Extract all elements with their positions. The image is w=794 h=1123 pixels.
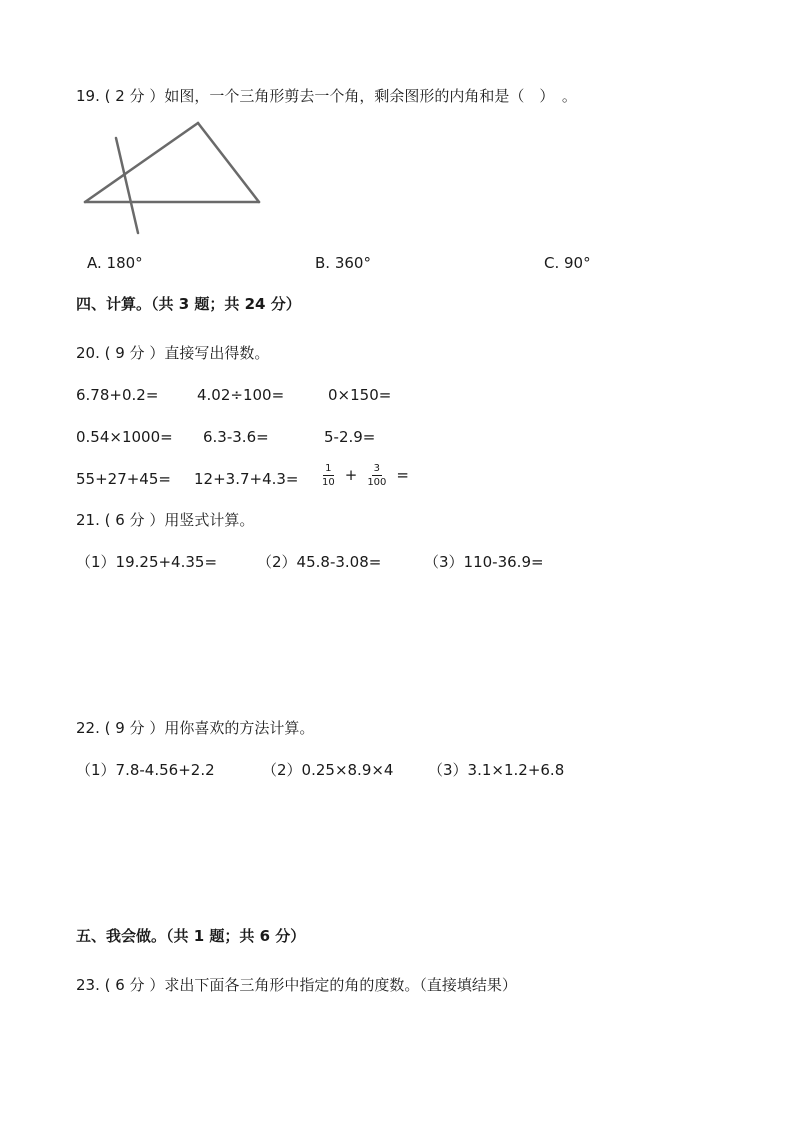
q20-expr-5: 6.3-3.6= [203,428,269,446]
triangle-left-side [85,123,198,202]
q20-expr-8: 12+3.7+4.3= [194,470,299,488]
q22-item-3: （3）3.1×1.2+6.8 [428,761,565,779]
q21-item-3: （3）110-36.9= [424,553,544,571]
q20-expr-3: 0×150= [328,386,392,404]
section-4-title: 四、计算。（共 3 题；共 24 分） [76,295,301,313]
section-5-title: 五、我会做。（共 1 题；共 6 分） [76,927,306,945]
option-a[interactable]: A. 180° [87,254,143,272]
triangle-figure [70,118,270,240]
option-b[interactable]: B. 360° [315,254,371,272]
q20-expr-7: 55+27+45= [76,470,171,488]
q20-fraction-expression [320,463,409,488]
q21-item-1: （1）19.25+4.35= [76,553,218,571]
plus-sign: + [344,466,358,484]
question-21-text: 21. ( 6 分 ）用竖式计算。 [76,511,255,529]
fraction-numerator: 3 [373,463,381,474]
q20-expr-2: 4.02÷100= [197,386,285,404]
fraction-denominator: 100 [367,477,387,488]
question-22-text: 22. ( 9 分 ）用你喜欢的方法计算。 [76,719,315,737]
question-23-text: 23. ( 6 分 ）求出下面各三角形中指定的角的度数。（直接填结果） [76,976,517,994]
question-19-text: 19. ( 2 分 ）如图，一个三角形剪去一个角，剩余图形的内角和是（ ） 。 [76,87,577,105]
q20-expr-4: 0.54×1000= [76,428,173,446]
cut-line [116,138,138,233]
question-20-text: 20. ( 9 分 ）直接写出得数。 [76,344,270,362]
q20-expr-6: 5-2.9= [324,428,376,446]
fraction-numerator: 1 [325,463,332,474]
option-c[interactable]: C. 90° [544,254,591,272]
fraction-denominator: 10 [322,477,335,488]
fraction-1-10 [320,463,337,488]
equals-sign: = [396,466,409,484]
q22-item-1: （1）7.8-4.56+2.2 [76,761,215,779]
q22-item-2: （2）0.25×8.9×4 [262,761,394,779]
q20-expr-1: 6.78+0.2= [76,386,159,404]
q21-item-2: （2）45.8-3.08= [257,553,382,571]
triangle-right-side [198,123,259,202]
fraction-3-100 [365,463,388,488]
